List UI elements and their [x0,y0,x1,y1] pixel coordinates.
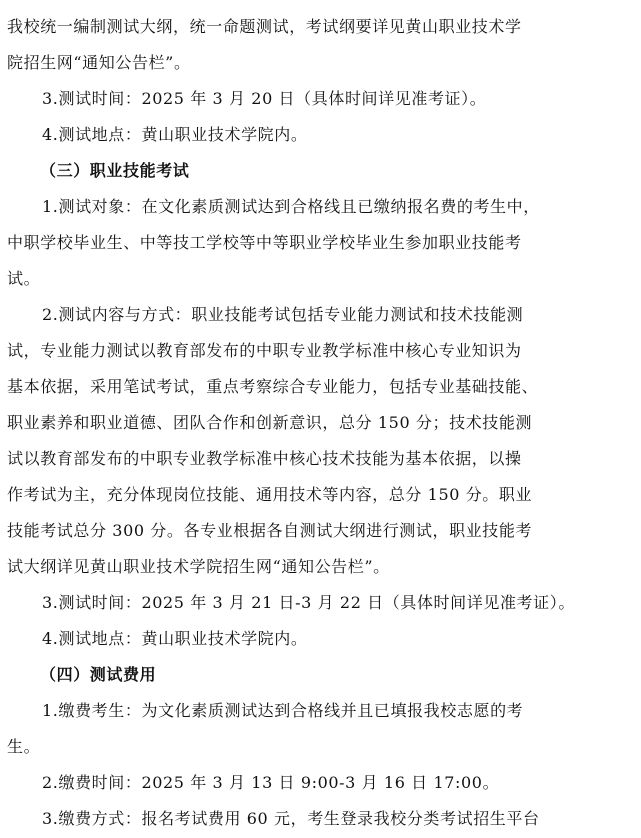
paragraph-line: 3.测试时间：2025 年 3 月 21 日-3 月 22 日（具体时间详见准考证）。 [42,593,575,612]
paragraph-line: 试大纲详见黄山职业技术学院招生网“通知公告栏”。 [7,557,390,576]
paragraph-line: 院招生网“通知公告栏”。 [7,53,191,72]
paragraph-line: 4.测试地点：黄山职业技术学院内。 [42,125,308,144]
paragraph-line: 4.测试地点：黄山职业技术学院内。 [42,629,308,648]
paragraph-line: 3.测试时间：2025 年 3 月 20 日（具体时间详见准考证）。 [42,89,487,108]
paragraph-line: 技能考试总分 300 分。各专业根据各自测试大纲进行测试，职业技能考 [7,521,533,540]
paragraph-line: 职业素养和职业道德、团队合作和创新意识，总分 150 分；技术技能测 [7,413,533,432]
paragraph-line: 中职学校毕业生、中等技工学校等中等职业学校毕业生参加职业技能考 [7,233,522,252]
section-heading: （四）测试费用 [40,665,157,684]
paragraph-line: 3.缴费方式：报名考试费用 60 元，考生登录我校分类考试招生平台 [42,809,540,828]
paragraph-line: 2.缴费时间：2025 年 3 月 13 日 9:00-3 月 16 日 17:00。 [42,773,500,792]
paragraph-line: 生。 [7,737,41,756]
paragraph-line: 试以教育部发布的中职专业教学标准中核心技术技能为基本依据，以操 [7,449,522,468]
paragraph-line: 试。 [7,269,41,288]
paragraph-line: 我校统一编制测试大纲，统一命题测试，考试纲要详见黄山职业技术学 [7,17,522,36]
paragraph-line: 作考试为主，充分体现岗位技能、通用技术等内容，总分 150 分。职业 [7,485,533,504]
section-heading: （三）职业技能考试 [40,161,190,180]
paragraph-line: 基本依据，采用笔试考试，重点考察综合专业能力，包括专业基础技能、 [7,377,539,396]
paragraph-line: 试，专业能力测试以教育部发布的中职专业教学标准中核心专业知识为 [7,341,522,360]
paragraph-line: 2.测试内容与方式：职业技能考试包括专业能力测试和技术技能测 [42,305,524,324]
paragraph-line: 1.测试对象：在文化素质测试达到合格线且已缴纳报名费的考生中， [42,197,540,216]
paragraph-line: 1.缴费考生：为文化素质测试达到合格线并且已填报我校志愿的考 [42,701,524,720]
